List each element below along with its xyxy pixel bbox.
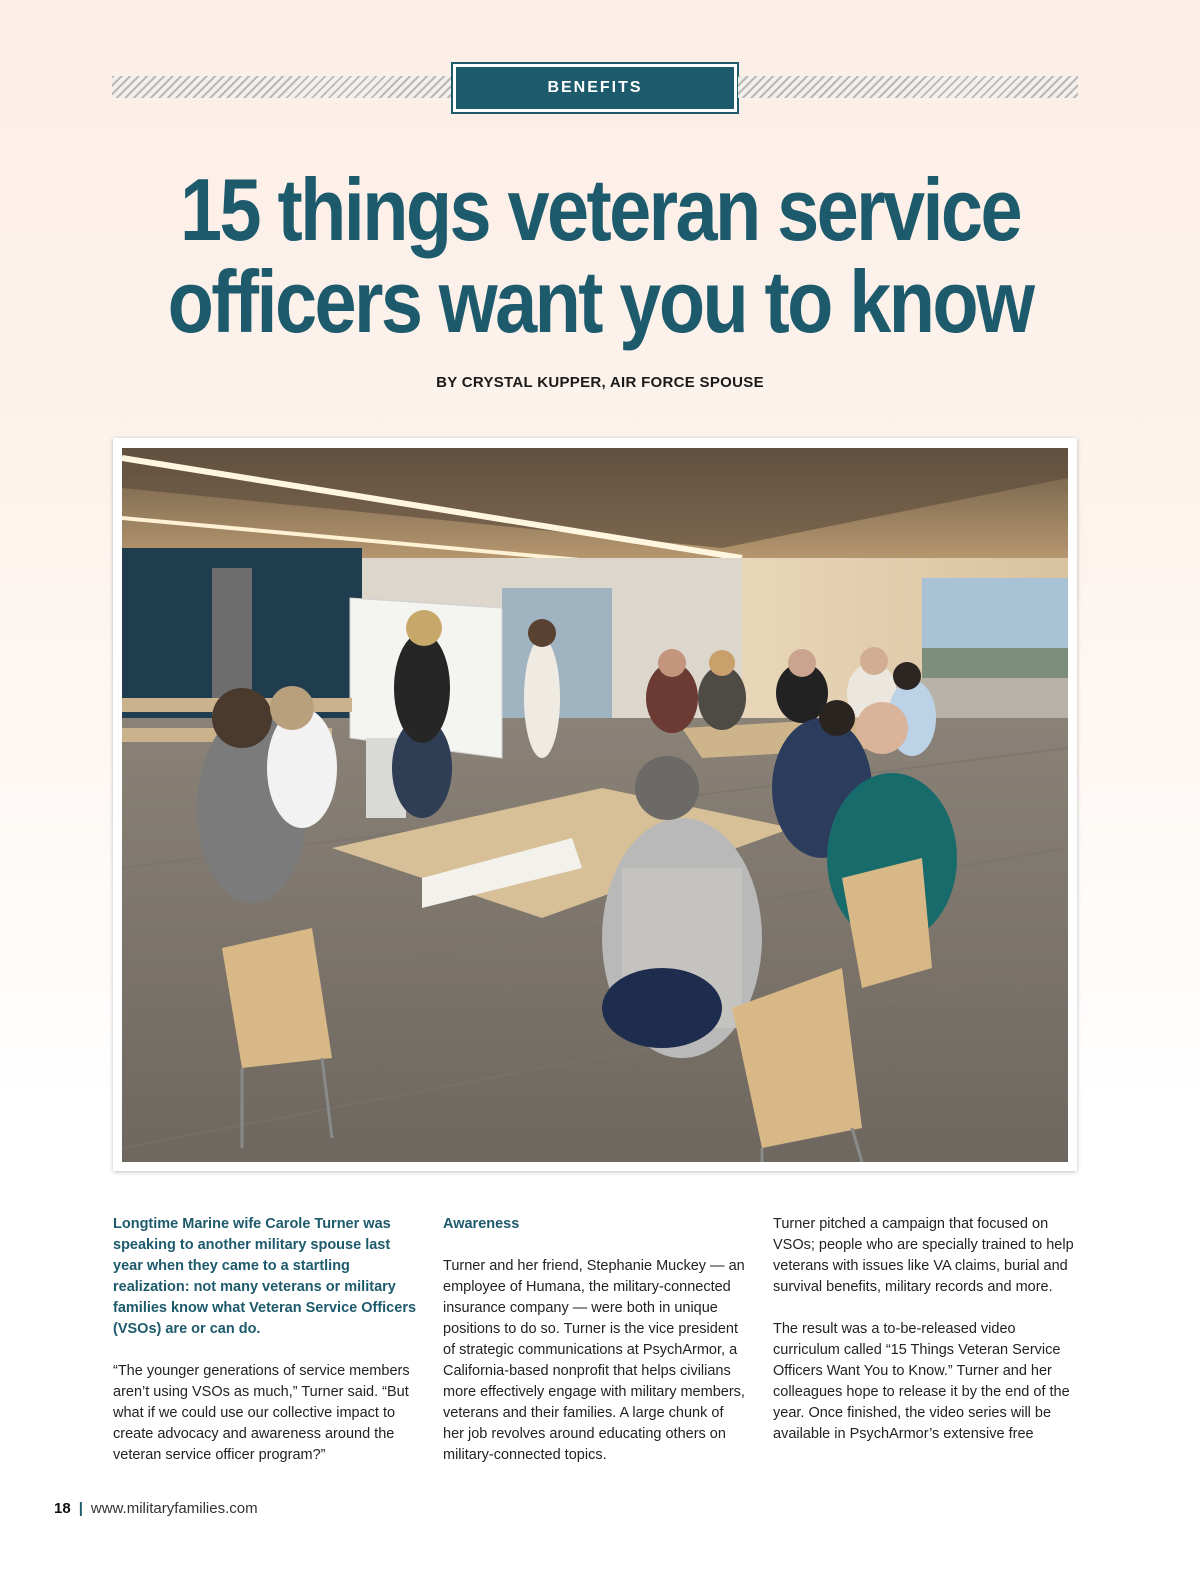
body-column-3 [773, 1214, 1077, 1466]
body-paragraph: “The younger generations of service members aren’t using VSOs as much,” Turner said. “But what if we could use our collective impact to create advocacy and awareness around the veteran service officer program?” [113, 1363, 410, 1463]
byline: BY CRYSTAL KUPPER, AIR FORCE SPOUSE [436, 374, 764, 391]
article-headline [136, 160, 1065, 351]
page-number: 18 [54, 1500, 71, 1517]
page-footer [54, 1500, 258, 1517]
footer-url-link[interactable]: www.militaryfamilies.com [90, 1500, 258, 1517]
section-subheading: Awareness [443, 1216, 520, 1232]
headline-line-1: 15 things veteran service [180, 160, 1020, 259]
decorative-hatch-right [738, 76, 1078, 98]
headline-line-2: officers want you to know [167, 252, 1033, 351]
body-column-1 [113, 1214, 417, 1487]
body-paragraph: Turner pitched a campaign that focused on VSOs; people who are specially trained to help veterans with issues like VA claims, burial and survival benefits, military records and more. [773, 1216, 1074, 1295]
decorative-hatch-left [112, 76, 454, 98]
section-header-bar [112, 64, 1078, 112]
body-paragraph: Turner and her friend, Stephanie Muckey — an employee of Humana, the military-connected insurance company — were both in unique positions to do so. Turner is the vice president of strategic communications at PsychArmor, a California-based nonprofit that helps civilians more effectively engage with military members, veterans and their families. A large chunk of her job revolves around educating others on military-connected topics. [443, 1258, 745, 1463]
footer-separator: | [78, 1500, 83, 1517]
body-column-2 [443, 1214, 747, 1487]
article-photo [113, 438, 1077, 1171]
lede-paragraph: Longtime Marine wife Carole Turner was speaking to another military spouse last year when they came to a startling realization: not many veterans or military families know what Veteran Service Officers (VSOs) are or can do. [113, 1216, 417, 1337]
body-paragraph: The result was a to-be-released video curriculum called “15 Things Veteran Service Officers Want You to Know.” Turner and her colleagues hope to release it by the end of the year. Once finished, the video series will be available in PsychArmor’s extensive free [773, 1321, 1070, 1442]
meeting-room-photo-illustration [122, 448, 1068, 1162]
section-label: BENEFITS [453, 64, 737, 112]
